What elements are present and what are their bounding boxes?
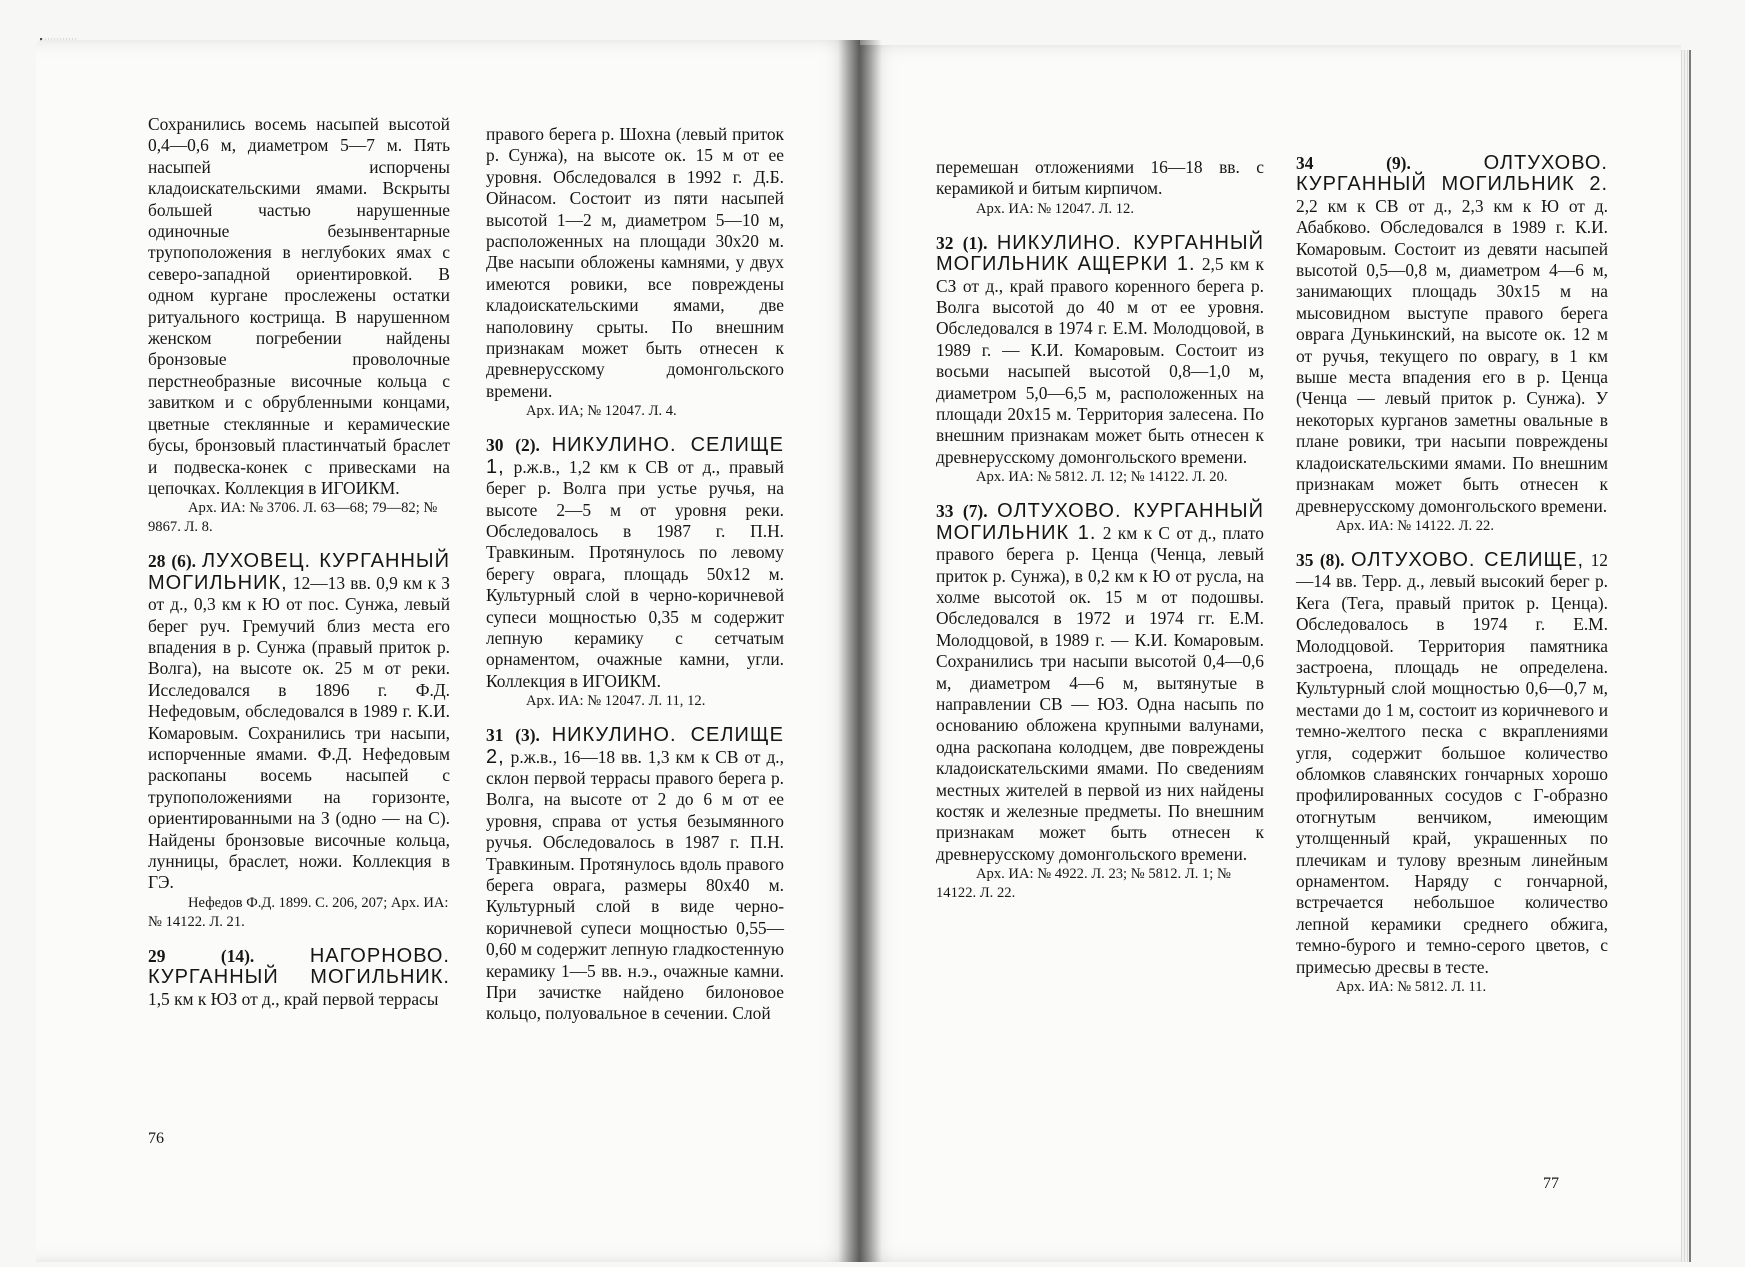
entry-number: 32 (1). [936, 232, 988, 253]
entry-text: 2,5 км к СЗ от д., край правого коренного берега р. Волга высотой до 40 м от ее уровня. Обследовался в 1974 г. Е.М. Молодцовой, в 1989 г. — К.И. Комаровым. Состоит из восьми насыпей высотой 0,8—1,0 м, диаметром 5,0—6,5 м, расположенных на площади 20х15 м. Территория залесена. По внешним признакам может быть отнесен к древнерусскому домонгольского времени. [936, 254, 1264, 467]
entry-title: ОЛТУХОВО. КУРГАННЫЙ МОГИЛЬНИК 1. [936, 500, 1264, 544]
entry-34 [1296, 153, 1608, 536]
entry-number: 35 (8). [1296, 549, 1345, 570]
entry-title: НАГОРНОВО. КУРГАННЫЙ МОГИЛЬНИК. [148, 944, 450, 989]
entry-text: р.ж.в., 1,2 км к СВ от д., правый берег р. Волга при устье ручья, на высоте 2—5 м от уровня реки. Обследовалось в 1987 г. П.Н. Травкиным. Протянулось по левому берегу оврага, площадь 50х12 м. Культурный слой в черно-коричневой супеси мощностью 0,35 м содержит лепную керамику с сетчатым орнаментом, очажные камни, угли. Коллекция в ИГОИКМ. [486, 456, 784, 691]
entry-number: 30 (2). [486, 435, 540, 456]
archive-reference: Арх. ИА: № 5812. Л. 12; № 14122. Л. 20. [976, 469, 1228, 486]
archive-reference: Нефедов Ф.Д. 1899. С. 206, 207; Арх. ИА: № 14122. Л. 21. [148, 894, 449, 930]
entry-title: ОЛТУХОВО. КУРГАННЫЙ МОГИЛЬНИК 2. [1296, 152, 1608, 196]
entry-30 [486, 435, 784, 711]
entry-body: перемешан отложениями 16—18 вв. с керамикой и битым кирпичом. [936, 157, 1264, 199]
entry-body [1296, 550, 1608, 978]
entry-body [148, 946, 450, 1010]
entry-text: 12—14 вв. Терр. д., левый высокий берег р. Кега (Тега, правый приток р. Ценца). Обследовалось в 1974 г. Е.М. Молодцовой. Территория памятника застроена, площадь не определена. Культурный слой мощностью 0,6—0,7 м, местами до 1 м, состоит из коричневого и темно-желтого песка с вкраплениями угля, содержит большое количество обломков славянских гончарных хорошо профилированных сосудов с Г-образно отогнутым венчиком, имеющим утолщенный край, украшенных по плечикам и тулову врезным линейным орнаментом. Наряду с гончарной, встречается небольшое количество лепной керамики среднего обжига, темно-бурого и темно-серого цветов, с примесью дресвы в тесте. [1296, 549, 1608, 977]
entry-number: 29 (14). [148, 945, 255, 966]
page-number: 76 [148, 1130, 164, 1147]
entry-body: правого берега р. Шохна (левый приток р. Сунжа), на высоте ок. 15 м от ее уровня. Обследовался в 1992 г. Д.Б. Ойнасом. Состоит из пяти насыпей высотой 1—2 м, диаметром 5—10 м, расположенных на площади 30х20 м. Две насыпи обложены камнями, у двух имеются ровики, все повреждены кладоискательскими ямами, две наполовину срыты. По внешним признакам может быть отнесен к древнерусскому домонгольского времени. [486, 124, 784, 401]
archive-reference: Арх. ИА; № 12047. Л. 4. [526, 403, 677, 420]
entry-body [486, 435, 784, 692]
archive-reference: Арх. ИА: № 5812. Л. 11. [1336, 979, 1487, 996]
entry-31 [486, 725, 784, 1025]
entry-text: 1,5 км к ЮЗ от д., край первой террасы [148, 988, 439, 1009]
archive-reference: Арх. ИА: № 3706. Л. 63—68; 79—82; № 9867. Л. 8. [148, 500, 438, 536]
entry-text: 2,2 км к СВ от д., 2,3 км к Ю от д. Абабково. Обследовался в 1989 г. К.И. Комаровым. Состоит из девяти насыпей высотой 0,5—0,8 м, диаметром 4—6 м, занимающих площадь 30х15 м на мысовидном выступе правого берега оврага Дунькинский, на высоте ок. 12 м от ручья, текущего по оврагу, в 1 км выше места впадения его в р. Ценца (Ченца — левый приток р. Сунжа). У некоторых курганов заметны овальные в плане ровики, три насыпи повреждены кладоискательскими ямами. По внешним признакам может быть отнесен к древнерусскому домонгольского времени. [1296, 195, 1608, 516]
entry-text: 12—13 вв. 0,9 км к З от д., 0,3 км к Ю от пос. Сунжа, левый берег руч. Гремучий близ места его впадения в р. Сунжа (правый приток р. Волга), на высоте ок. 25 м от реки. Исследовался в 1896 г. Ф.Д. Нефедовым, обследовался в 1989 г. К.И. Комаровым. Сохранились три насыпи, испорченные ямами. Ф.Д. Нефедовым раскопаны восемь насыпей с трупоположениями на горизонте, ориентированными на З (одно — на С). Найдены бронзовые височные кольца, лунницы, браслет, ножи. Коллекция в ГЭ. [148, 572, 450, 893]
entry-title: ЛУХОВЕЦ. КУРГАННЫЙ МОГИЛЬНИК, [148, 550, 450, 594]
entry-29 [148, 946, 450, 1010]
page-number: 77 [1543, 1175, 1559, 1192]
entry-title: НИКУЛИНО. СЕЛИЩЕ 2, [486, 724, 784, 768]
entry-body [936, 501, 1264, 865]
book-gutter-shadow [838, 40, 882, 1262]
continued-entry [148, 114, 450, 537]
entry-number: 33 (7). [936, 501, 988, 522]
entry-title: НИКУЛИНО. СЕЛИЩЕ 1, [486, 434, 784, 478]
archive-reference: Арх. ИА: № 14122. Л. 22. [1336, 517, 1495, 534]
entry-body: Сохранились восемь насыпей высотой 0,4—0,6 м, диаметром 5—7 м. Пять насыпей испорчены кладоискательскими ямами. Вскрыты большей частью нарушенные одиночные безынвентарные трупоположения в неглубоких ямах с северо-западной ориентировкой. В одном кургане прослежены остатки ритуального кострища. В нарушенном женском погребении найдены бронзовые проволочные перстнеобразные височные кольца с завитком и с обрубленными концами, цветные стеклянные и керамические бусы, бронзовый пластинчатый браслет и подвеска-конек с привесками на цепочках. Коллекция в ИГОИКМ. [148, 114, 450, 498]
entry-32 [936, 233, 1264, 487]
entry-text: 2 км к С от д., плато правого берега р. Ценца (Ченца, левый приток р. Сунжа), в 0,2 км к Ю от русла, на холме высотой ок. 15 м от подошвы. Обследовался в 1972 и 1974 гг. Е.М. Молодцовой, в 1989 г. — К.И. Комаровым. Сохранились три насыпи высотой 0,4—0,6 м, диаметром 4—6 м, вытянутые в направлении СВ — ЮЗ. Одна насыпь по основанию обложена крупными валунами, одна раскопана колодцем, две повреждены кладоискательскими ямами. По сведениям местных жителей в первой из них найдены костяк и железные предметы. По внешним признакам может быть отнесен к древнерусскому домонгольского времени. [936, 522, 1264, 864]
right-page-column-2 [1296, 153, 1608, 1011]
entry-body [148, 551, 450, 894]
left-page-column-2 [486, 124, 784, 1039]
entry-28 [148, 551, 450, 932]
right-page-column-1 [936, 157, 1264, 917]
entry-title: ОЛТУХОВО. СЕЛИЩЕ, [1351, 548, 1585, 571]
continued-entry [936, 157, 1264, 219]
right-page [858, 45, 1681, 1262]
entry-35 [1296, 550, 1608, 997]
entry-33 [936, 501, 1264, 903]
entry-body [486, 725, 784, 1025]
left-page-column-1 [148, 114, 450, 1024]
left-page [36, 40, 860, 1262]
entry-text: р.ж.в., 16—18 вв. 1,3 км к СВ от д., склон первой террасы правого берега р. Волга, на высоте от 2 до 6 м от ее уровня, справа от устья безымянного ручья. Обследовалось в 1987 г. П.Н. Травкиным. Протянулось вдоль правого берега оврага, размеры 80х40 м. Культурный слой в виде черно-коричневой супеси мощностью 0,55—0,60 м содержит лепную гладкостенную керамику 1—5 вв. н.э., очажные камни. При зачистке найдено билоновое кольцо, полуовальное в сечении. Слой [486, 746, 784, 1024]
entry-body [936, 233, 1264, 468]
entry-number: 28 (6). [148, 551, 196, 572]
entry-body [1296, 153, 1608, 517]
archive-reference: Арх. ИА: № 12047. Л. 11, 12. [526, 693, 706, 710]
entry-title: НИКУЛИНО. КУРГАННЫЙ МОГИЛЬНИК АЩЕРКИ 1. [936, 231, 1264, 276]
entry-number: 34 (9). [1296, 153, 1411, 173]
archive-reference: Арх. ИА: № 12047. Л. 12. [976, 200, 1135, 217]
continued-entry [486, 124, 784, 421]
archive-reference: Арх. ИА: № 4922. Л. 23; № 5812. Л. 1; № 14122. Л. 22. [936, 866, 1231, 902]
entry-number: 31 (3). [486, 725, 540, 746]
